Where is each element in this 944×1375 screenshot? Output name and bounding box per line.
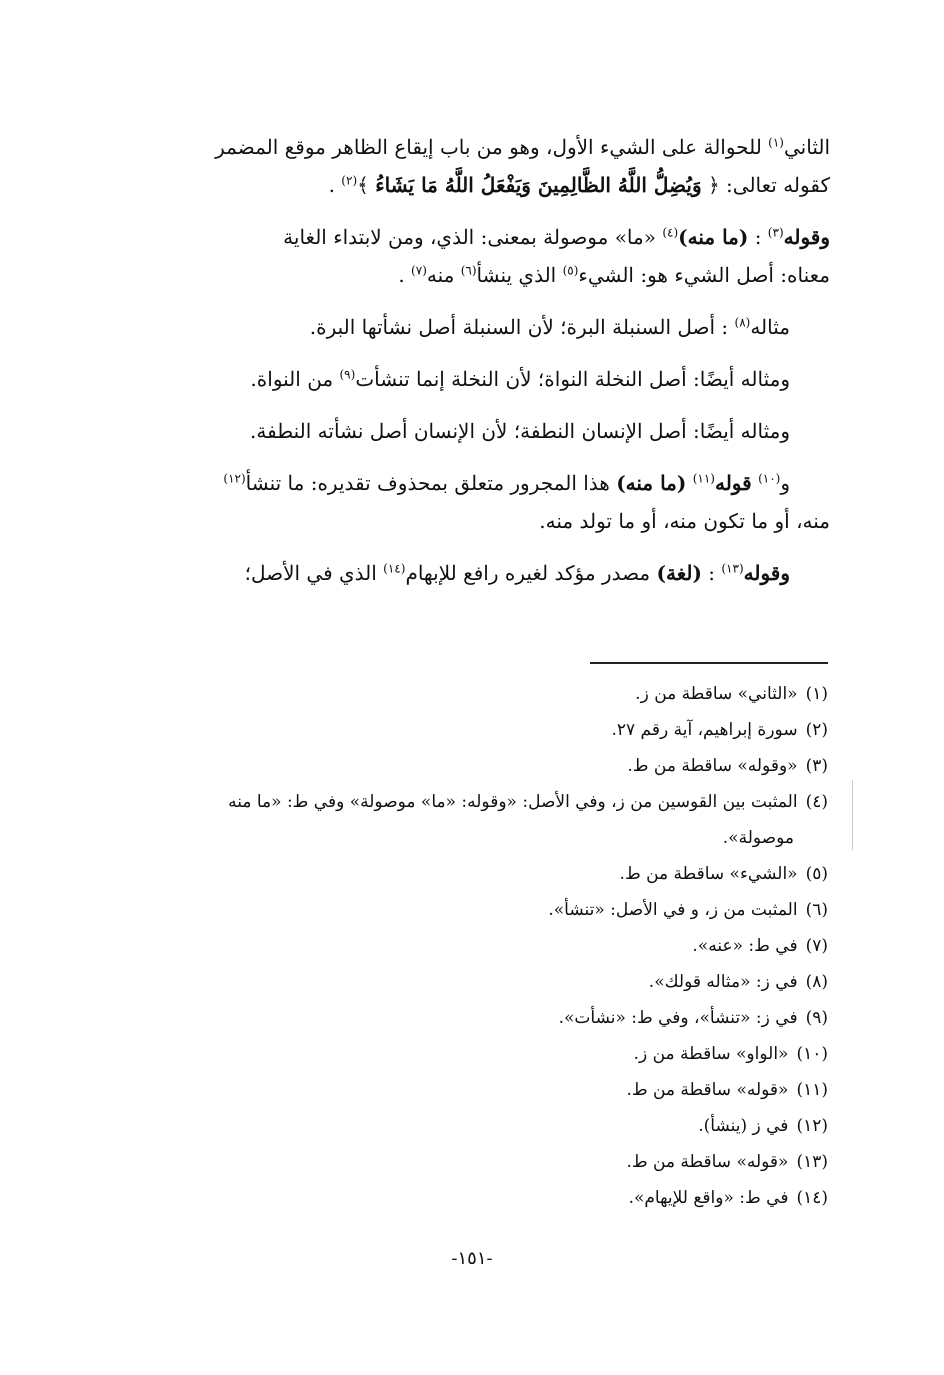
footnote-text: في ز: «مثاله قولك». [648, 972, 798, 992]
footnote-number: (٨) [805, 972, 828, 992]
footnote-text: «الشيء» ساقطة من ط. [619, 864, 798, 884]
text-line: وقوله$^{(٣)}$ : (ما منه)$^{(٤)}$ «ما» موصولة بمعنى: الذي، ومن لابتداء الغاية [283, 225, 830, 249]
footnote-divider [590, 662, 828, 664]
footnote-number: (٤) [805, 792, 828, 812]
footnote-text: في ط: «عنه». [692, 936, 798, 956]
footnote-number: (١٢) [796, 1116, 828, 1136]
text-line: الثاني$^{(١)}$ للحوالة على الشيء الأول، وهو من باب إيقاع الظاهر موقع المضمر [215, 135, 830, 159]
footnote-number: (٩) [805, 1008, 828, 1028]
footnote-text: موصولة». [722, 828, 794, 848]
text-line: وقوله$^{(١٣)}$ : (لغة) مصدر مؤكد لغيره رافع للإبهام$^{(١٤)}$ الذي في الأصل؛ [244, 561, 790, 585]
footnote-number: (١) [805, 684, 828, 704]
footnote-text: «قوله» ساقطة من ط. [626, 1080, 789, 1100]
main-text [118, 128, 830, 592]
footnote [100, 784, 828, 820]
footnote-number: (٥) [805, 864, 828, 884]
footnote [100, 1072, 828, 1108]
text-line: ومثاله أيضًا: أصل الإنسان النطفة؛ لأن الإنسان أصل نشأته النطفة. [250, 419, 790, 443]
margin-mark [852, 780, 859, 850]
footnote-number: (٧) [805, 936, 828, 956]
footnote [100, 928, 828, 964]
footnote [100, 1000, 828, 1036]
footnote [100, 748, 828, 784]
footnote [100, 1036, 828, 1072]
footnote-number: (٦) [805, 900, 828, 920]
footnote-text: «قوله» ساقطة من ط. [626, 1152, 789, 1172]
text-line: و$^{(١٠)}$ قوله$^{(١١)}$ (ما منه) هذا المجرور متعلق بمحذوف تقديره: ما تنشأ$^{(١٢)}$ [223, 471, 790, 495]
footnote-number: (٣) [805, 756, 828, 776]
footnote-text: سورة إبراهيم، آية رقم ٢٧. [611, 720, 798, 740]
footnote-number: (١٤) [796, 1188, 828, 1208]
footnote-text: في ط: «واقع للإيهام». [628, 1188, 789, 1208]
footnote [100, 1108, 828, 1144]
footnote-number: (٢) [805, 720, 828, 740]
footnote-number: (١٠) [796, 1044, 828, 1064]
footnote-text: «الثاني» ساقطة من ز. [635, 684, 798, 704]
text-line: ومثاله أيضًا: أصل النخلة النواة؛ لأن النخلة إنما تنشأت$^{(٩)}$ من النواة. [250, 367, 790, 391]
footnote-text: «الواو» ساقطة من ز. [633, 1044, 789, 1064]
page-number: -١٥١- [451, 1248, 493, 1269]
footnote [100, 820, 828, 856]
footnote-text: المثبت من ز، و في الأصل: «تنشأ». [548, 900, 798, 920]
footnote [100, 964, 828, 1000]
footnote [100, 1180, 828, 1216]
text-line: كقوله تعالى: ﴿ وَيُضِلُّ اللَّهُ الظَّالِمِينَ وَيَفْعَلُ اللَّهُ مَا يَشَاءُ ﴾$^{(٢)}$ . [328, 173, 830, 197]
footnote-text: المثبت بين القوسين من ز، وفي الأصل: «وقوله: «ما» موصولة» وفي ط: «ما منه [228, 792, 798, 812]
footnote [100, 676, 828, 712]
footnote-text: في ز: «تنشأ»، وفي ط: «نشأت». [558, 1008, 798, 1028]
text-line: معناه: أصل الشيء هو: الشيء$^{(٥)}$ الذي ينشأ$^{(٦)}$ منه$^{(٧)}$ . [398, 263, 830, 287]
footnote-number: (١١) [796, 1080, 828, 1100]
text-line: مثاله$^{(٨)}$ : أصل السنبلة البرة؛ لأن السنبلة أصل نشأتها البرة. [309, 315, 790, 339]
footnote-text: في ز (ينشأ). [698, 1116, 789, 1136]
footnote [100, 1144, 828, 1180]
footnote-number: (١٣) [796, 1152, 828, 1172]
footnote [100, 892, 828, 928]
text-line: منه، أو ما تكون منه، أو ما تولد منه. [539, 509, 830, 533]
footnote-text: «وقوله» ساقطة من ط. [627, 756, 798, 776]
footnote [100, 856, 828, 892]
footnote [100, 712, 828, 748]
footnotes [100, 676, 828, 1216]
